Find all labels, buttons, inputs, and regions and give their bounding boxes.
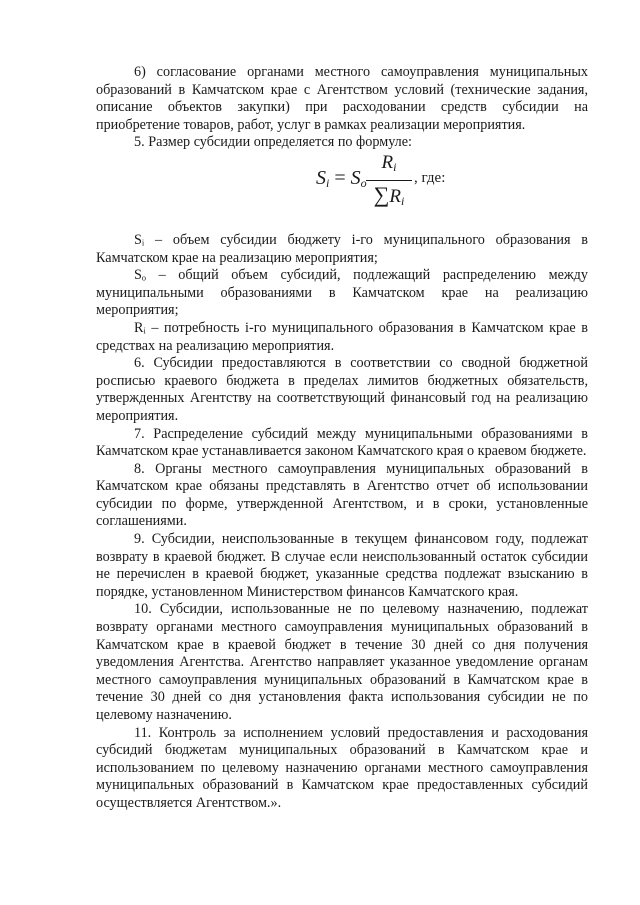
paragraph-item-9: 9. Субсидии, неиспользованные в текущем финансовом году, подлежат возврату в краевой бюджет. В случае если неиспользованный остаток субсидии не перечислен в краевой бюджет, указанные средства подлежат взысканию в порядке, установленном Министерством финансов Камчатского края.: [96, 531, 588, 600]
formula-so-symbol: S: [350, 166, 361, 189]
formula-lhs-symbol: S: [316, 166, 326, 189]
formula-lhs: [316, 166, 367, 195]
paragraph-item-11: 11. Контроль за исполнением условий предоставления и расходования субсидий бюджетам муниципальных образований в Камчатском крае и использованием по целевому назначению органами местного самоуправления муниципальных образований в Камчатском крае предоставленных субсидий осуществляется Агентством.».: [96, 724, 588, 811]
definition-si: Sᵢ – объем субсидии бюджету i-го муниципального образования в Камчатском крае на реализацию мероприятия;: [96, 231, 588, 266]
paragraph-formula-intro: 5. Размер субсидии определяется по формуле:: [134, 134, 412, 151]
formula-fraction: [366, 152, 412, 213]
formula-den-sub: i: [400, 193, 405, 208]
paragraph-item-7: 7. Распределение субсидий между муниципальными образованиями в Камчатском крае устанавливается законом Камчатского края о краевом бюджете.: [96, 425, 588, 460]
paragraph-item-6: 6. Субсидии предоставляются в соответствии со сводной бюджетной росписью краевого бюджета в пределах лимитов бюджетных обязательств, утвержденных Агентству на соответствующий финансовый год на реализацию мероприятия.: [96, 355, 588, 424]
formula-den-symbol: R: [389, 185, 401, 207]
formula-numerator: [366, 152, 412, 181]
paragraph-item-10: 10. Субсидии, использованные не по целевому назначению, подлежат возврату органами местного самоуправления муниципальных образований в Камчатском крае в краевой бюджет в течение 30 дней со дня получения уведомления Агентства. Агентство направляет указанное уведомление органам местного самоуправления муниципальных образований в Камчатском крае в течение 30 дней со дня установления факта использования субсидии не по целевому назначению.: [96, 601, 588, 723]
document-page: [96, 64, 588, 813]
formula-sigma: ∑: [373, 181, 390, 207]
formula-num-symbol: R: [381, 151, 394, 173]
definition-ri: Rᵢ – потребность i-го муниципального образования в Камчатском крае в средствах на реализацию мероприятия.: [96, 319, 588, 354]
formula-num-sub: i: [393, 159, 397, 174]
paragraph-item-8: 8. Органы местного самоуправления муниципальных образований в Камчатском крае обязаны представлять в Агентство отчет об использовании субсидии по форме, утвержденной Агентством, и в сроки, установленные соглашениями.: [96, 460, 588, 530]
formula-lhs-sub: i: [326, 175, 330, 190]
paragraph-approval-condition: 6) согласование органами местного самоуправления муниципальных образований в Камчатском крае с Агентством условий (технические задания, описание объектов закупки) при расходовании средств субсидии на приобретение товаров, работ, услуг в рамках реализации мероприятия.: [96, 64, 588, 133]
formula-denominator: [366, 181, 412, 213]
definition-so: Sₒ – общий объем субсидий, подлежащий распределению между муниципальными образованиями в Камчатском крае на реализацию мероприятия;: [96, 267, 588, 319]
formula-tail: , где:: [414, 169, 446, 186]
subsidy-formula: [96, 152, 588, 232]
formula-equals: =: [329, 166, 351, 189]
formula-so-sub: o: [360, 175, 367, 190]
